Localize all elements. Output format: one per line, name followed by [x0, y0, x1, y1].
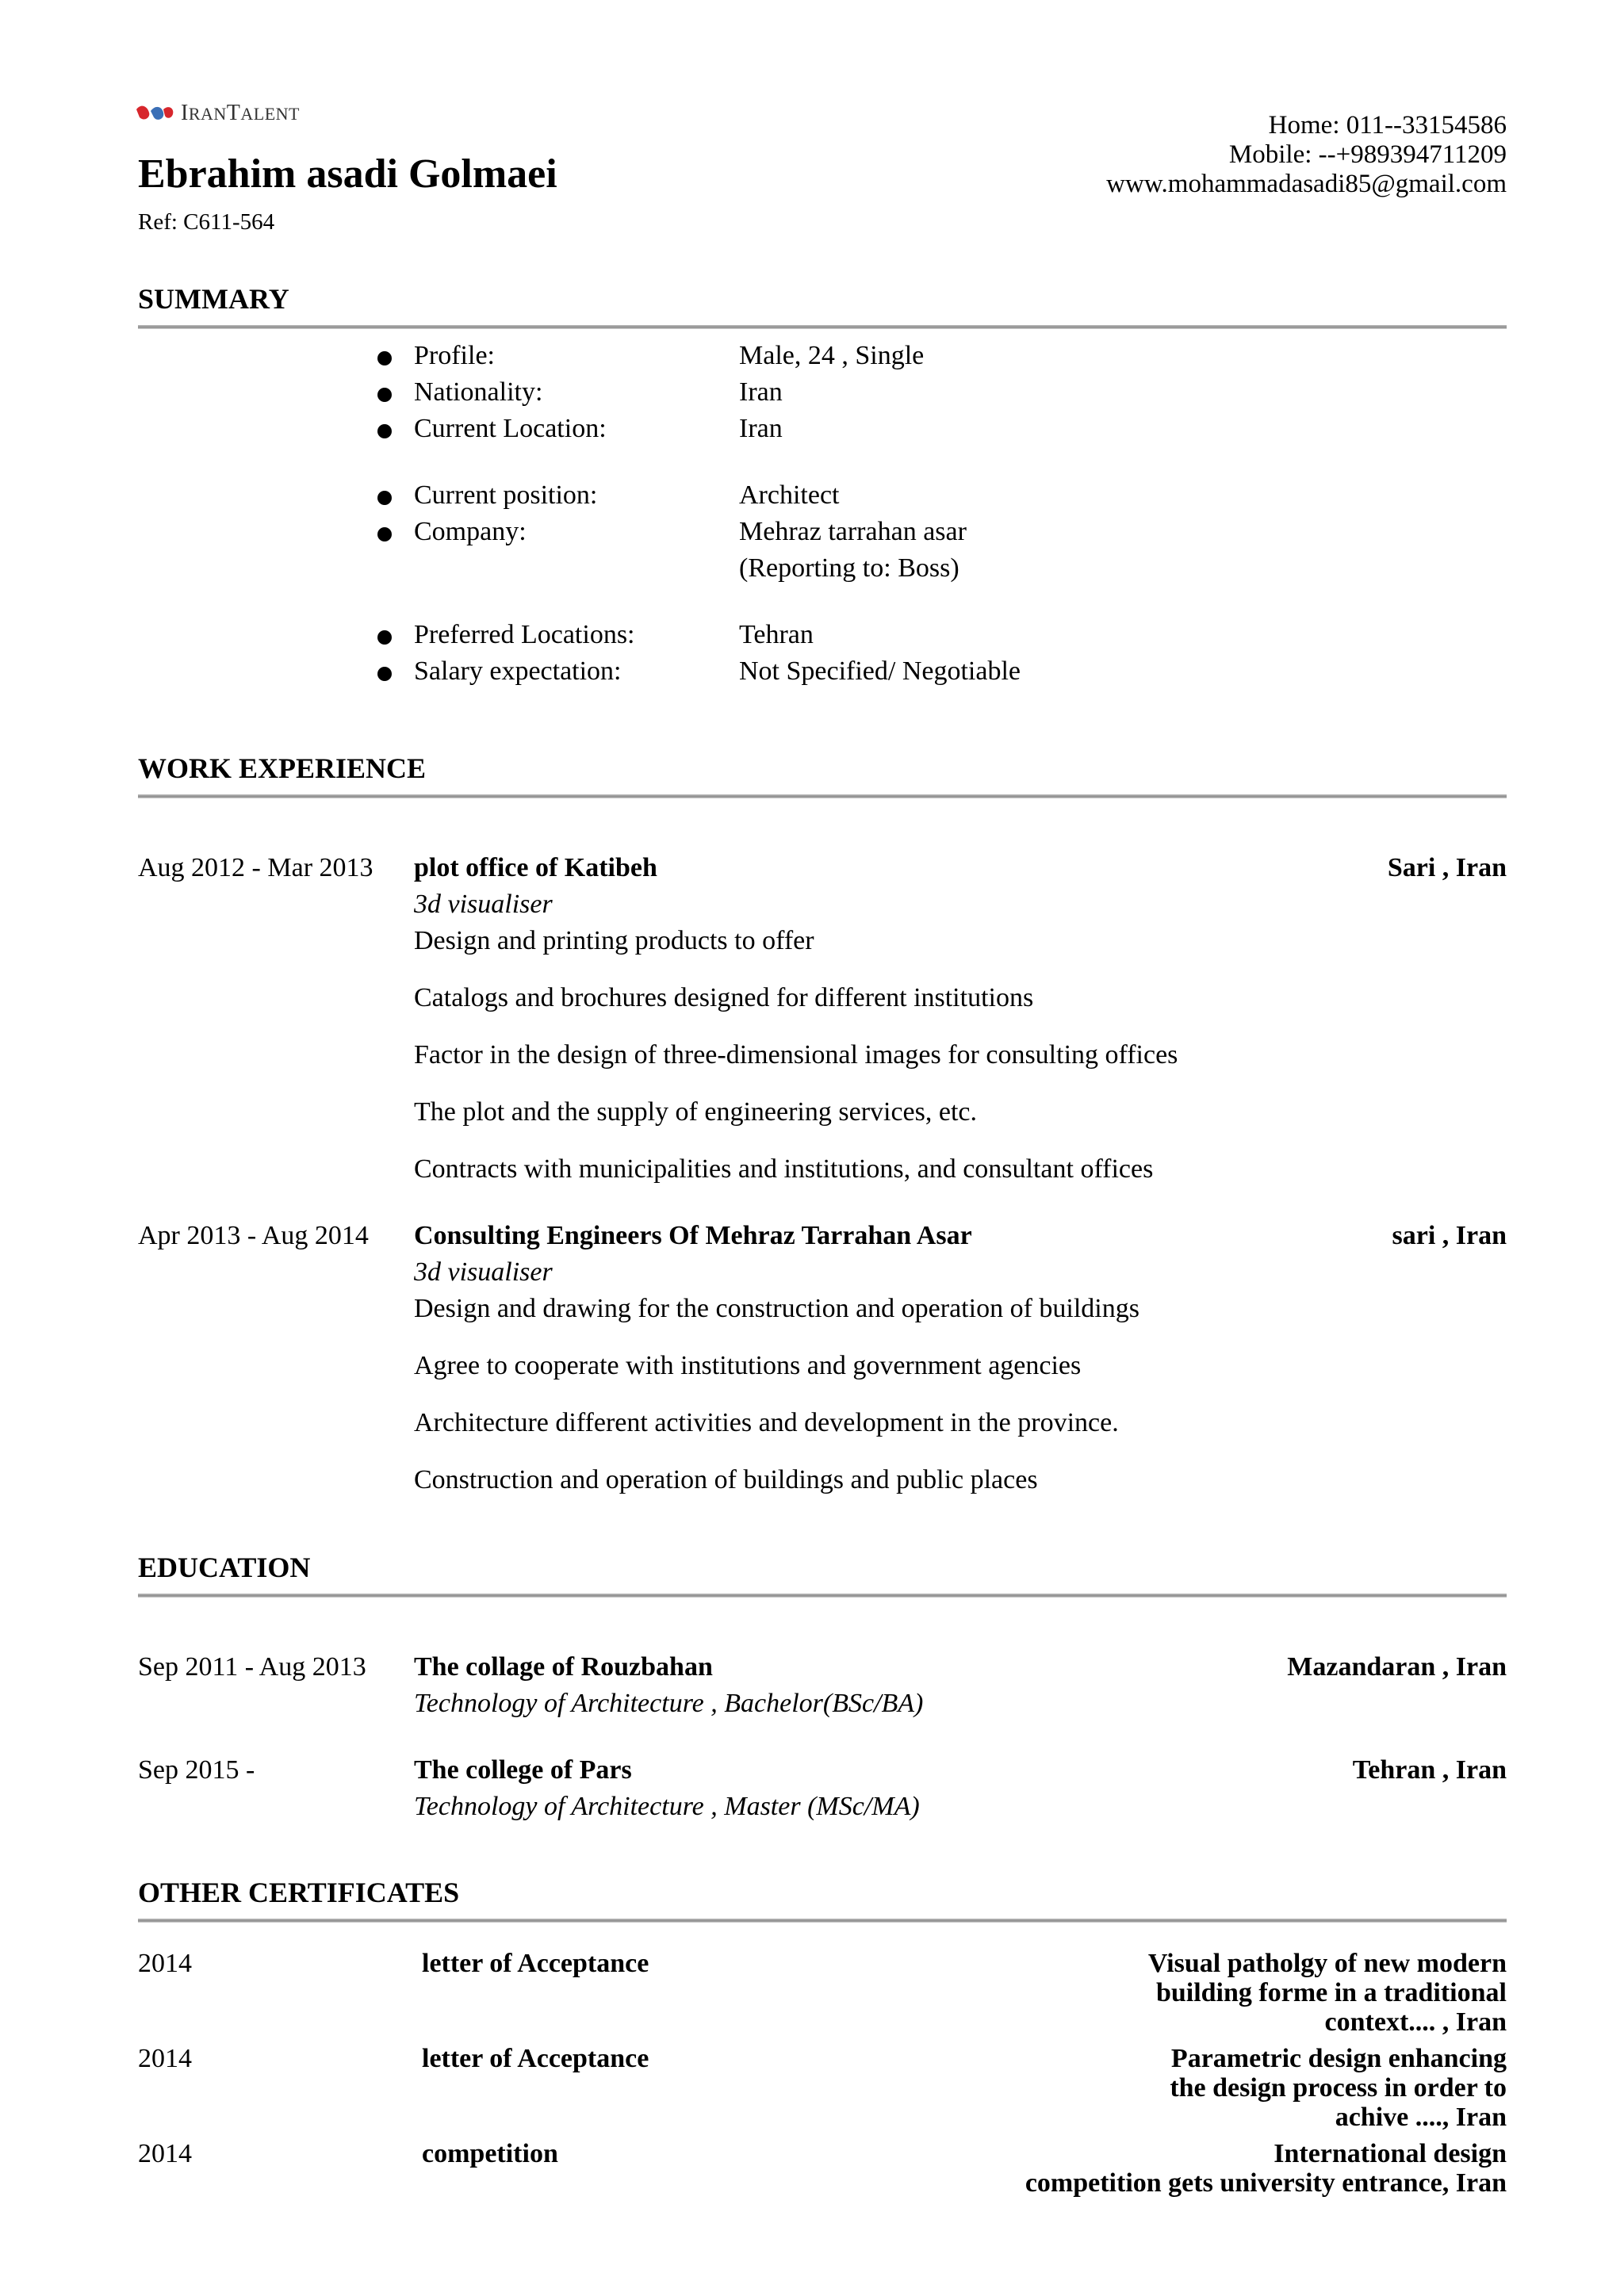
logo-wordmark: IRANTALENT [181, 101, 300, 125]
work-company: Consulting Engineers Of Mehraz Tarrahan Asar [414, 1221, 972, 1250]
certificate-year: 2014 [138, 2044, 192, 2073]
education-degree: Technology of Architecture , Master (MSc/MA) [414, 1792, 920, 1821]
education-school: The college of Pars [414, 1755, 632, 1785]
work-description-line: Architecture different activities and development in the province. [414, 1408, 1119, 1437]
work-description-line: Catalogs and brochures designed for different institutions [414, 983, 1034, 1012]
section-title-education: EDUCATION [138, 1552, 311, 1583]
work-description-line: Agree to cooperate with institutions and government agencies [414, 1351, 1082, 1380]
home-phone: Home: 011--33154586 [1268, 111, 1507, 140]
certificate-year: 2014 [138, 1949, 192, 1978]
work-description-line: Construction and operation of buildings and public places [414, 1465, 1038, 1494]
education-dates: Sep 2011 - Aug 2013 [138, 1652, 366, 1682]
section-divider [138, 325, 1507, 329]
work-dates: Apr 2013 - Aug 2014 [138, 1221, 369, 1250]
bullet-icon [377, 491, 392, 505]
email-address[interactable]: www.mohammadasadi85@gmail.com [1106, 170, 1507, 198]
work-dates: Aug 2012 - Mar 2013 [138, 853, 373, 882]
certificate-type: competition [422, 2139, 558, 2168]
work-description-line: Design and drawing for the construction and operation of buildings [414, 1294, 1139, 1323]
resume-page: IRANTALENT Ebrahim asadi Golmaei Ref: C611-564 Home: 011--33154586 Mobile: --+989394711209 www.mohammadasadi85@gmail.com SUMMARY Profile: Male, 24 , Single Nationality: Iran Current Location: Iran Current position: Architect Company: Mehraz tarrahan asar (Reporting to: Boss) Preferred Locations: Tehran Salary expectation: Not Specified/ Negotiable WORK EXPERIENCE Aug 2012 - Mar 2013 plot office of Katibeh Sari , Iran 3d visualiser Design and printing products to offer Catalogs and brochures designed for different institutions Factor in the design of three-dimensional images for consulting offices The plot and the supply of engineering services, etc. Contracts with municipalities and institutions, and consultant offices Apr 2013 - Aug 2014 Consulting Engineers Of Mehraz Tarrahan Asar sari , Iran 3d visualiser Design and drawing for the construction and operation of buildings Agree to cooperate with institutions and government agencies Architecture different activities and development in the province. Construction and operation of buildings and public places EDUCATION Sep 2011 - Aug 2013 The collage of Rouzbahan Mazandaran , Iran Technology of Architecture , Bachelor(BSc/BA) Sep 2015 - The college of Pars Tehran , Iran Technology of Architecture , Master (MSc/MA) OTHER CERTIFICATES 2014 letter of Acceptance Visual patholgy of new modern building forme in a traditional context.... , Iran 2014 letter of Acceptance Parametric design enhancing the design process in order to achive ...., Iran 2014 competition International design competition gets university entrance, Iran [0, 0, 1624, 2296]
irantalent-logo [133, 101, 300, 125]
section-title-summary: SUMMARY [138, 283, 289, 315]
bullet-icon [377, 630, 392, 645]
bullet-icon [377, 667, 392, 681]
section-divider [138, 1919, 1507, 1923]
education-location: Mazandaran , Iran [1287, 1652, 1507, 1682]
certificate-type: letter of Acceptance [422, 1949, 649, 1978]
work-description-line: Design and printing products to offer [414, 926, 814, 955]
education-degree: Technology of Architecture , Bachelor(BSc/BA) [414, 1689, 924, 1718]
section-title-work-experience: WORK EXPERIENCE [138, 752, 427, 784]
work-description-line: The plot and the supply of engineering services, etc. [414, 1097, 977, 1127]
work-role: 3d visualiser [414, 1257, 553, 1287]
work-company: plot office of Katibeh [414, 853, 657, 882]
work-description-line: Factor in the design of three-dimensional images for consulting offices [414, 1040, 1178, 1070]
education-dates: Sep 2015 - [138, 1755, 255, 1785]
contact-block [1106, 111, 1507, 199]
work-location: Sari , Iran [1387, 853, 1507, 882]
education-school: The collage of Rouzbahan [414, 1652, 713, 1682]
irantalent-logo-icon [133, 103, 176, 124]
work-role: 3d visualiser [414, 890, 553, 919]
candidate-name: Ebrahim asadi Golmaei [138, 151, 557, 197]
work-description-line: Contracts with municipalities and institutions, and consultant offices [414, 1154, 1154, 1184]
certificate-type: letter of Acceptance [422, 2044, 649, 2073]
bullet-icon [377, 527, 392, 541]
certificate-description: Visual patholgy of new modern building forme in a traditional context.... , Iran [1147, 1949, 1507, 2037]
work-location: sari , Iran [1392, 1221, 1507, 1250]
bullet-icon [377, 388, 392, 402]
certificate-year: 2014 [138, 2139, 192, 2168]
section-divider [138, 794, 1507, 798]
mobile-phone: Mobile: --+989394711209 [1228, 140, 1507, 169]
certificate-description: Parametric design enhancing the design process in order to achive ...., Iran [1170, 2044, 1507, 2132]
reference-number: Ref: C611-564 [138, 209, 275, 235]
bullet-icon [377, 351, 392, 365]
section-title-certificates: OTHER CERTIFICATES [138, 1877, 460, 1908]
certificate-description: International design competition gets university entrance, Iran [1025, 2139, 1507, 2198]
bullet-icon [377, 424, 392, 438]
education-location: Tehran , Iran [1352, 1755, 1507, 1785]
section-divider [138, 1594, 1507, 1598]
